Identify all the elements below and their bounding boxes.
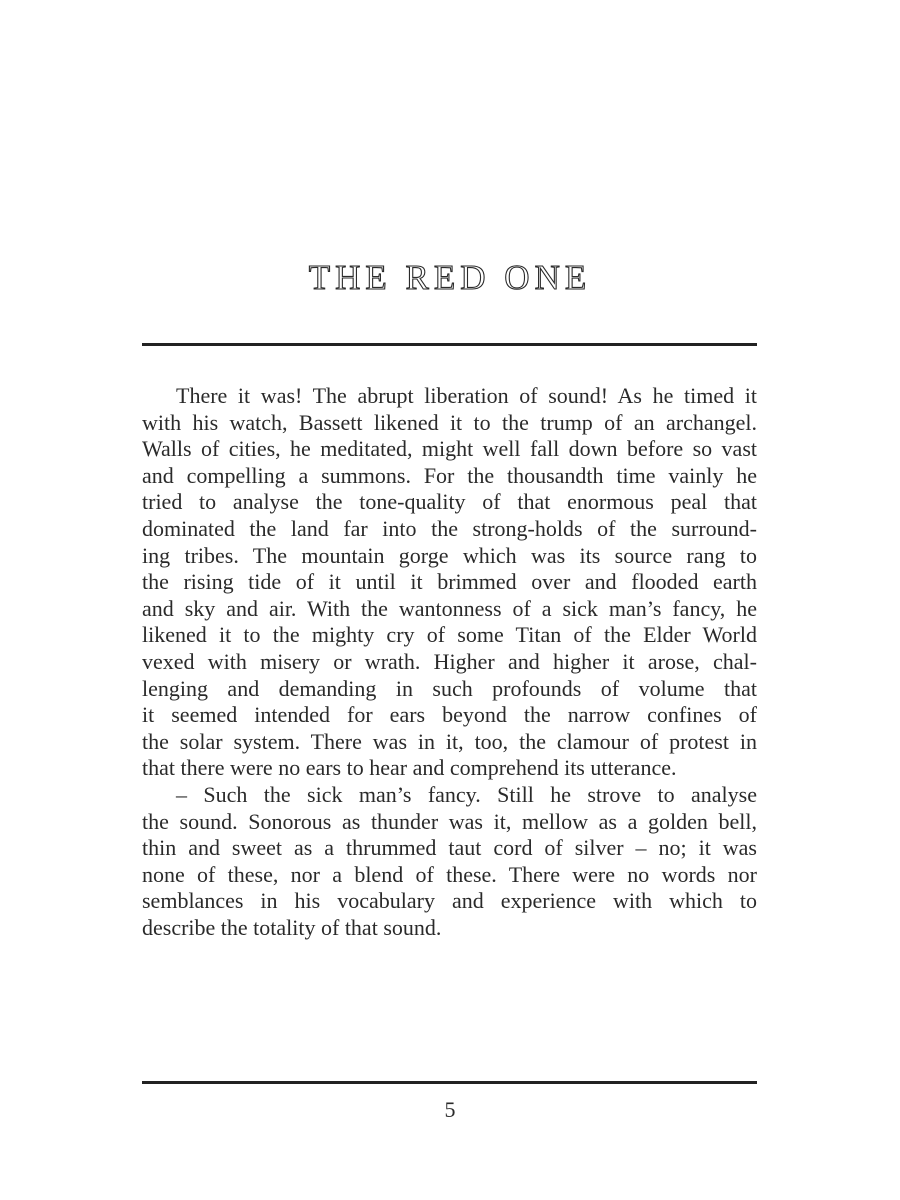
text-line: and compelling a summons. For the thousandth time vainly he bbox=[142, 462, 757, 488]
chapter-body bbox=[142, 383, 757, 941]
text-line: ing tribes. The mountain gorge which was its source rang to bbox=[142, 542, 757, 568]
text-line: and sky and air. With the wantonness of a sick man’s fancy, he bbox=[142, 595, 757, 621]
text-line: vexed with misery or wrath. Higher and higher it arose, chal- bbox=[142, 648, 757, 674]
text-line: describe the totality of that sound. bbox=[142, 914, 442, 940]
top-divider bbox=[142, 343, 757, 346]
text-line: – Such the sick man’s fancy. Still he strove to analyse bbox=[176, 781, 757, 807]
text-line: dominated the land far into the strong-holds of the surround- bbox=[142, 515, 757, 541]
bottom-divider bbox=[142, 1081, 757, 1084]
chapter-title: THE RED ONE bbox=[308, 258, 592, 297]
text-line: the rising tide of it until it brimmed over and flooded earth bbox=[142, 569, 757, 595]
text-line: thin and sweet as a thrummed taut cord of silver – no; it was bbox=[142, 835, 757, 861]
text-line: lenging and demanding in such profounds of volume that bbox=[142, 675, 757, 701]
text-line: that there were no ears to hear and comprehend its utterance. bbox=[142, 755, 677, 781]
text-line: the sound. Sonorous as thunder was it, mellow as a golden bell, bbox=[142, 808, 757, 834]
text-line: with his watch, Bassett likened it to the trump of an archangel. bbox=[142, 409, 757, 435]
text-line: none of these, nor a blend of these. There were no words nor bbox=[142, 861, 757, 887]
text-line: the solar system. There was in it, too, the clamour of protest in bbox=[142, 728, 757, 754]
text-line: tried to analyse the tone-quality of that enormous peal that bbox=[142, 489, 757, 515]
text-line: it seemed intended for ears beyond the narrow confines of bbox=[142, 702, 757, 728]
text-line: semblances in his vocabulary and experience with which to bbox=[142, 888, 757, 914]
text-line: likened it to the mighty cry of some Titan of the Elder World bbox=[142, 622, 757, 648]
text-line: There it was! The abrupt liberation of sound! As he timed it bbox=[176, 383, 757, 408]
page-number: 5 bbox=[444, 1097, 456, 1122]
text-line: Walls of cities, he meditated, might well fall down before so vast bbox=[142, 436, 757, 462]
